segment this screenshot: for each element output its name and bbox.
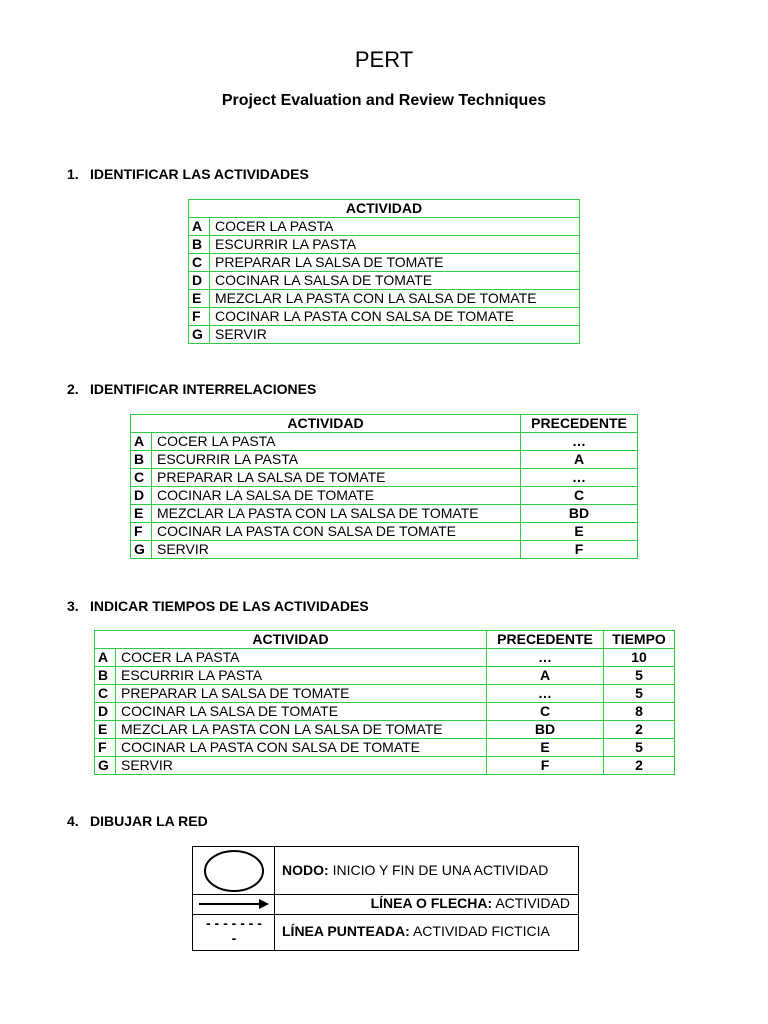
table-row [131, 451, 638, 469]
header-predecessor: PRECEDENTE [521, 415, 638, 433]
activities-table [188, 199, 580, 344]
table-row [95, 703, 675, 721]
section-number: 1. [67, 166, 79, 182]
table-row [131, 469, 638, 487]
dashed-symbol-top: - - - - - - - [206, 915, 262, 931]
activity-name: MEZCLAR LA PASTA CON LA SALSA DE TOMATE [116, 721, 487, 739]
times-table [94, 630, 675, 775]
activity-letter: E [95, 721, 116, 739]
section-number: 4. [67, 813, 79, 829]
activity-time: 8 [604, 703, 675, 721]
activity-letter: F [131, 523, 152, 541]
activity-name: MEZCLAR LA PASTA CON LA SALSA DE TOMATE [152, 505, 521, 523]
table-row [131, 505, 638, 523]
activity-name: ESCURRIR LA PASTA [152, 451, 521, 469]
legend-node [282, 862, 548, 878]
legend-arrow-text: ACTIVIDAD [495, 895, 570, 911]
header-activity: ACTIVIDAD [95, 631, 487, 649]
table-row [95, 649, 675, 667]
activity-name: COCER LA PASTA [116, 649, 487, 667]
page-subtitle: Project Evaluation and Review Techniques [221, 92, 547, 109]
activity-name: COCINAR LA SALSA DE TOMATE [152, 487, 521, 505]
legend-dashed-text: ACTIVIDAD FICTICIA [412, 923, 550, 939]
section-number: 3. [67, 598, 79, 614]
dashed-line-icon [201, 916, 267, 946]
activity-predecessor: A [521, 451, 638, 469]
section-label: IDENTIFICAR LAS ACTIVIDADES [90, 166, 309, 182]
section-number: 2. [67, 381, 79, 397]
section-heading-4 [67, 813, 208, 829]
section-heading-2 [67, 381, 316, 397]
activity-letter: D [189, 272, 210, 290]
legend-node-label: NODO: [282, 862, 329, 878]
activity-name: PREPARAR LA SALSA DE TOMATE [152, 469, 521, 487]
activity-letter: C [189, 254, 210, 272]
activity-time: 5 [604, 739, 675, 757]
activity-predecessor: … [521, 469, 638, 487]
network-legend [192, 846, 579, 951]
activity-name: COCINAR LA PASTA CON SALSA DE TOMATE [210, 308, 580, 326]
activity-predecessor: BD [487, 721, 604, 739]
table-row [131, 433, 638, 451]
table-row [189, 308, 580, 326]
dashed-symbol-bottom: - [231, 930, 237, 946]
activity-time: 2 [604, 757, 675, 775]
activity-name: COCINAR LA SALSA DE TOMATE [210, 272, 580, 290]
table-row [189, 290, 580, 308]
activity-name: PREPARAR LA SALSA DE TOMATE [210, 254, 580, 272]
activity-letter: A [131, 433, 152, 451]
header-time: TIEMPO [604, 631, 675, 649]
activity-predecessor: E [487, 739, 604, 757]
activity-predecessor: E [521, 523, 638, 541]
activity-predecessor: A [487, 667, 604, 685]
activity-time: 5 [604, 667, 675, 685]
table-row [95, 667, 675, 685]
activity-name: ESCURRIR LA PASTA [210, 236, 580, 254]
activity-predecessor: … [521, 433, 638, 451]
interrelations-table [130, 414, 638, 559]
activity-name: COCER LA PASTA [210, 218, 580, 236]
activity-predecessor: … [487, 685, 604, 703]
activity-time: 5 [604, 685, 675, 703]
activity-name: COCINAR LA PASTA CON SALSA DE TOMATE [152, 523, 521, 541]
table-row [95, 757, 675, 775]
activity-predecessor: BD [521, 505, 638, 523]
table-row [95, 721, 675, 739]
table-row [189, 218, 580, 236]
activity-name: COCINAR LA PASTA CON SALSA DE TOMATE [116, 739, 487, 757]
activity-predecessor: … [487, 649, 604, 667]
table-row [131, 523, 638, 541]
section-label: IDENTIFICAR INTERRELACIONES [90, 381, 317, 397]
section-label: INDICAR TIEMPOS DE LAS ACTIVIDADES [90, 598, 369, 614]
activity-letter: A [95, 649, 116, 667]
activity-predecessor: C [521, 487, 638, 505]
activity-letter: C [95, 685, 116, 703]
activity-letter: F [95, 739, 116, 757]
activity-predecessor: F [487, 757, 604, 775]
activity-letter: G [189, 326, 210, 344]
page-title: PERT [354, 47, 414, 72]
activity-letter: F [189, 308, 210, 326]
table-row [189, 326, 580, 344]
header-predecessor: PRECEDENTE [487, 631, 604, 649]
activity-letter: B [95, 667, 116, 685]
legend-arrow-label: LÍNEA O FLECHA: [370, 895, 493, 911]
section-label: DIBUJAR LA RED [90, 813, 208, 829]
activity-name: SERVIR [210, 326, 580, 344]
activity-time: 10 [604, 649, 675, 667]
arrow-icon [197, 897, 271, 911]
table-row [95, 685, 675, 703]
legend-arrow [371, 895, 570, 911]
section-heading-1 [67, 166, 309, 182]
table-row [189, 272, 580, 290]
activity-letter: A [189, 218, 210, 236]
table-row [131, 487, 638, 505]
section-heading-3 [67, 598, 369, 614]
activity-letter: G [95, 757, 116, 775]
table-row [189, 254, 580, 272]
activity-letter: B [131, 451, 152, 469]
activity-name: COCER LA PASTA [152, 433, 521, 451]
activity-letter: E [189, 290, 210, 308]
activity-name: ESCURRIR LA PASTA [116, 667, 487, 685]
activity-letter: D [95, 703, 116, 721]
table-row [95, 739, 675, 757]
table-row [131, 541, 638, 559]
activity-predecessor: C [487, 703, 604, 721]
activity-predecessor: F [521, 541, 638, 559]
activity-time: 2 [604, 721, 675, 739]
activity-name: SERVIR [116, 757, 487, 775]
table-row [189, 236, 580, 254]
legend-divider [274, 847, 275, 950]
legend-dashed-label: LÍNEA PUNTEADA: [282, 923, 410, 939]
activity-letter: E [131, 505, 152, 523]
activity-name: PREPARAR LA SALSA DE TOMATE [116, 685, 487, 703]
activity-name: SERVIR [152, 541, 521, 559]
legend-node-text: INICIO Y FIN DE UNA ACTIVIDAD [332, 862, 549, 878]
legend-dashed [282, 923, 550, 939]
activity-letter: B [189, 236, 210, 254]
activity-name: MEZCLAR LA PASTA CON LA SALSA DE TOMATE [210, 290, 580, 308]
activity-letter: C [131, 469, 152, 487]
activity-name: COCINAR LA SALSA DE TOMATE [116, 703, 487, 721]
header-activity: ACTIVIDAD [189, 200, 580, 218]
header-activity: ACTIVIDAD [131, 415, 521, 433]
activity-letter: G [131, 541, 152, 559]
activity-letter: D [131, 487, 152, 505]
node-circle-icon [203, 849, 265, 893]
